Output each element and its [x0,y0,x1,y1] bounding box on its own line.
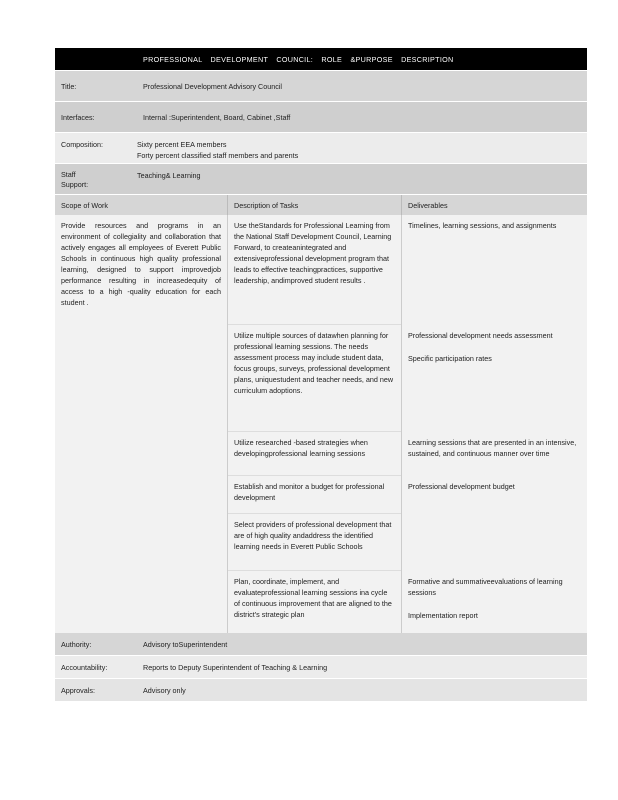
deliverables-heading: Deliverables [401,195,587,215]
staff-support-label [55,164,137,194]
task-description: Establish and monitor a budget for professional development [228,476,401,514]
composition-line: Sixty percent EEA members [137,140,227,149]
scope-heading: Scope of Work [61,200,109,210]
interfaces-label: Interfaces: [61,112,95,122]
approvals-label: Approvals: [61,685,95,695]
tasks-grid [55,215,587,633]
staff-label-line: Staff [61,170,76,179]
scope-cell [55,215,227,633]
task-deliverable: Formative and summativeevaluations of learning sessions [408,577,563,597]
description-heading: Description of Tasks [227,195,401,215]
approvals-value: Advisory only [143,685,186,695]
document-title: PROFESSIONAL DEVELOPMENT COUNCIL: ROLE &PURPOSE DESCRIPTION [143,54,454,64]
authority-row [55,633,587,656]
role-purpose-document [55,48,587,702]
authority-label: Authority: [61,639,92,649]
task-deliverable: Professional development budget [408,482,515,491]
description-column [227,215,401,633]
task-deliverable-group [402,325,587,432]
composition-line: Forty percent classified staff members and parents [137,151,299,160]
composition-value [137,133,587,163]
composition-row [55,133,587,164]
deliverables-column [401,215,587,633]
accountability-row [55,656,587,679]
staff-label-line: Support: [61,180,89,189]
task-deliverable: Learning sessions that are presented in an intensive, sustained, and continuous manner over time [408,438,577,458]
staff-support-value: Teaching& Learning [137,171,201,180]
accountability-value: Reports to Deputy Superintendent of Teaching & Learning [143,662,328,672]
task-deliverable [402,514,587,571]
task-deliverable: Professional development needs assessment [408,331,553,340]
title-row [55,71,587,102]
staff-support-row [55,164,587,195]
accountability-label: Accountability: [61,662,108,672]
task-description: Utilize researched -based strategies when developingprofessional learning sessions [228,432,401,476]
task-description: Plan, coordinate, implement, and evaluateprofessional learning sessions ina cycle of continuous improvement that are aligned to the district's strategic plan [234,577,392,619]
interfaces-row [55,102,587,133]
interfaces-value: Internal :Superintendent, Board, Cabinet ,Staff [143,112,291,122]
scope-text: Provide resources and programs in an environment of collegiality and collaboration that actively engages all employees of Everett Public Schools in continuous high quality professional learning, designed to support improvedjob performance resulting in increasedequity of access to a high -quality education for each student . [61,221,221,307]
document-header [55,48,587,71]
task-deliverable: Timelines, learning sessions, and assignments [408,221,557,230]
title-value: Professional Development Advisory Council [143,81,283,91]
composition-label: Composition: [61,140,103,149]
columns-header [55,195,587,215]
authority-value: Advisory toSuperintendent [143,639,228,649]
approvals-row [55,679,587,702]
title-label: Title: [61,81,77,91]
task-description: Use theStandards for Professional Learning from the National Staff Development Council, Learning Forward, to createanintegrated and extensiveprofessional development program that leads to effective teachingpractices, supportive leadership, andimproved student results . [228,215,401,325]
task-deliverable: Implementation report [408,611,478,620]
task-description: Select providers of professional development that are of high quality andaddress the identified learning needs in Everett Public Schools [228,514,401,571]
task-deliverable: Specific participation rates [408,354,492,363]
task-description: Utilize multiple sources of datawhen planning for professional learning sessions. The needs assessment process may include student data, focus groups, surveys, professional development plans, uniquestudent and teacher needs, and new curriculum adoptions. [228,325,401,432]
task-deliverable-group [402,571,587,633]
